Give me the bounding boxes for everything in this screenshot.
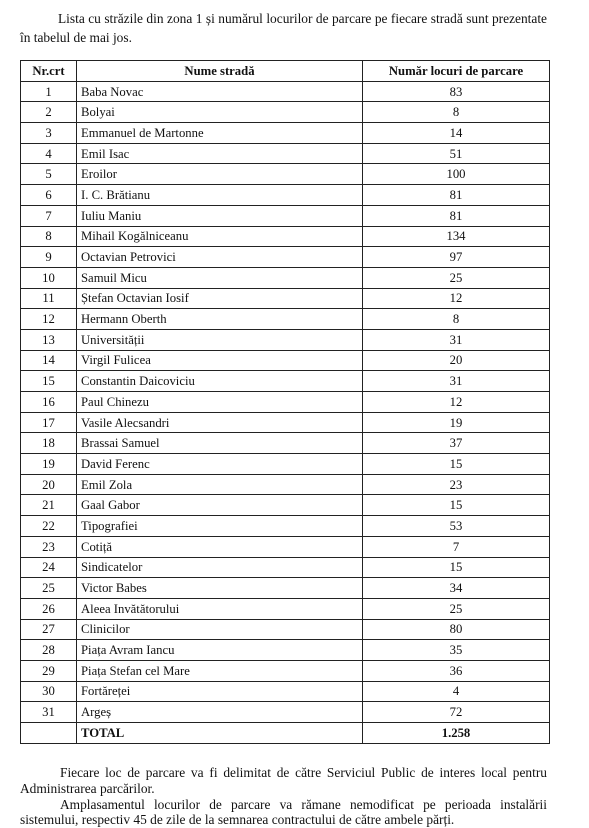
- table-row: [21, 640, 550, 661]
- row-nr: 23: [21, 536, 77, 557]
- row-street-name: I. C. Brătianu: [77, 185, 363, 206]
- intro-paragraph: Lista cu străzile din zona 1 și numărul locurilor de parcare pe fiecare stradă sunt prezentate în tabelul de mai jos.: [20, 11, 547, 45]
- row-parking-count: 72: [363, 702, 550, 723]
- row-parking-count: 35: [363, 640, 550, 661]
- row-nr: 27: [21, 619, 77, 640]
- row-nr: 18: [21, 433, 77, 454]
- header-nr-crt: Nr.crt: [21, 61, 77, 82]
- table-row: [21, 102, 550, 123]
- row-nr: 15: [21, 371, 77, 392]
- header-street-name: Nume stradă: [77, 61, 363, 82]
- row-nr: 5: [21, 164, 77, 185]
- row-nr: 17: [21, 412, 77, 433]
- row-parking-count: 25: [363, 267, 550, 288]
- row-nr: 10: [21, 267, 77, 288]
- row-street-name: Iuliu Maniu: [77, 205, 363, 226]
- row-parking-count: 4: [363, 681, 550, 702]
- row-parking-count: 34: [363, 578, 550, 599]
- row-nr: 12: [21, 309, 77, 330]
- row-street-name: Tipografiei: [77, 516, 363, 537]
- row-street-name: Mihail Kogălniceanu: [77, 226, 363, 247]
- row-parking-count: 12: [363, 392, 550, 413]
- row-parking-count: 15: [363, 454, 550, 475]
- row-nr: 11: [21, 288, 77, 309]
- table-row: [21, 205, 550, 226]
- row-street-name: David Ferenc: [77, 454, 363, 475]
- row-parking-count: 12: [363, 288, 550, 309]
- row-parking-count: 97: [363, 247, 550, 268]
- row-nr: 24: [21, 557, 77, 578]
- row-nr: 29: [21, 660, 77, 681]
- row-street-name: Clinicilor: [77, 619, 363, 640]
- row-street-name: Bolyai: [77, 102, 363, 123]
- table-total-row: [21, 723, 550, 744]
- row-nr: 8: [21, 226, 77, 247]
- parking-table: [20, 60, 550, 744]
- table-row: [21, 578, 550, 599]
- row-street-name: Victor Babes: [77, 578, 363, 599]
- row-street-name: Brassai Samuel: [77, 433, 363, 454]
- row-parking-count: 80: [363, 619, 550, 640]
- row-street-name: Argeș: [77, 702, 363, 723]
- table-row: [21, 329, 550, 350]
- table-row: [21, 371, 550, 392]
- row-street-name: Cotiță: [77, 536, 363, 557]
- row-nr: 7: [21, 205, 77, 226]
- row-street-name: Octavian Petrovici: [77, 247, 363, 268]
- total-label: TOTAL: [77, 723, 363, 744]
- row-street-name: Sindicatelor: [77, 557, 363, 578]
- table-row: [21, 536, 550, 557]
- row-parking-count: 20: [363, 350, 550, 371]
- row-nr: 28: [21, 640, 77, 661]
- row-parking-count: 100: [363, 164, 550, 185]
- table-row: [21, 309, 550, 330]
- row-parking-count: 31: [363, 371, 550, 392]
- total-empty-cell: [21, 723, 77, 744]
- table-row: [21, 660, 550, 681]
- row-nr: 31: [21, 702, 77, 723]
- row-street-name: Universității: [77, 329, 363, 350]
- row-parking-count: 134: [363, 226, 550, 247]
- row-nr: 3: [21, 123, 77, 144]
- footer-paragraph-2: Amplasamentul locurilor de parcare va rămane nemodificat pe perioada instalării sistemului, respectiv 45 de zile de la semnarea contractului de către ambele părți.: [20, 796, 547, 828]
- table-row: [21, 495, 550, 516]
- row-street-name: Ștefan Octavian Iosif: [77, 288, 363, 309]
- row-nr: 30: [21, 681, 77, 702]
- row-parking-count: 15: [363, 557, 550, 578]
- row-nr: 13: [21, 329, 77, 350]
- row-parking-count: 53: [363, 516, 550, 537]
- row-street-name: Hermann Oberth: [77, 309, 363, 330]
- row-nr: 19: [21, 454, 77, 475]
- row-nr: 21: [21, 495, 77, 516]
- row-parking-count: 15: [363, 495, 550, 516]
- row-parking-count: 25: [363, 598, 550, 619]
- table-row: [21, 433, 550, 454]
- row-nr: 16: [21, 392, 77, 413]
- total-value: 1.258: [363, 723, 550, 744]
- row-street-name: Virgil Fulicea: [77, 350, 363, 371]
- row-parking-count: 14: [363, 123, 550, 144]
- table-row: [21, 412, 550, 433]
- row-nr: 26: [21, 598, 77, 619]
- row-parking-count: 23: [363, 474, 550, 495]
- table-row: [21, 123, 550, 144]
- row-street-name: Eroilor: [77, 164, 363, 185]
- row-street-name: Piața Stefan cel Mare: [77, 660, 363, 681]
- table-row: [21, 392, 550, 413]
- row-street-name: Emil Zola: [77, 474, 363, 495]
- row-parking-count: 83: [363, 81, 550, 102]
- row-parking-count: 51: [363, 143, 550, 164]
- table-header-row: [21, 61, 550, 82]
- table-row: [21, 619, 550, 640]
- row-street-name: Fortăreței: [77, 681, 363, 702]
- row-nr: 9: [21, 247, 77, 268]
- table-row: [21, 267, 550, 288]
- row-nr: 20: [21, 474, 77, 495]
- row-nr: 2: [21, 102, 77, 123]
- row-nr: 6: [21, 185, 77, 206]
- row-street-name: Baba Novac: [77, 81, 363, 102]
- table-row: [21, 185, 550, 206]
- footer-text: [20, 765, 547, 828]
- row-nr: 14: [21, 350, 77, 371]
- row-nr: 4: [21, 143, 77, 164]
- row-nr: 1: [21, 81, 77, 102]
- table-row: [21, 143, 550, 164]
- row-nr: 22: [21, 516, 77, 537]
- row-parking-count: 8: [363, 102, 550, 123]
- row-parking-count: 31: [363, 329, 550, 350]
- table-row: [21, 350, 550, 371]
- row-street-name: Piața Avram Iancu: [77, 640, 363, 661]
- footer-paragraph-1: Fiecare loc de parcare va fi delimitat de către Serviciul Public de interes local pentru Administrarea parcărilor.: [20, 765, 547, 796]
- row-street-name: Vasile Alecsandri: [77, 412, 363, 433]
- row-nr: 25: [21, 578, 77, 599]
- row-parking-count: 19: [363, 412, 550, 433]
- row-street-name: Gaal Gabor: [77, 495, 363, 516]
- row-parking-count: 7: [363, 536, 550, 557]
- row-street-name: Emil Isac: [77, 143, 363, 164]
- row-parking-count: 81: [363, 185, 550, 206]
- row-street-name: Emmanuel de Martonne: [77, 123, 363, 144]
- table-row: [21, 247, 550, 268]
- table-row: [21, 702, 550, 723]
- row-parking-count: 37: [363, 433, 550, 454]
- header-parking-count: Număr locuri de parcare: [363, 61, 550, 82]
- table-row: [21, 474, 550, 495]
- row-street-name: Constantin Daicoviciu: [77, 371, 363, 392]
- table-row: [21, 288, 550, 309]
- row-parking-count: 36: [363, 660, 550, 681]
- table-row: [21, 454, 550, 475]
- row-parking-count: 8: [363, 309, 550, 330]
- table-row: [21, 81, 550, 102]
- table-row: [21, 681, 550, 702]
- table-row: [21, 164, 550, 185]
- row-street-name: Paul Chinezu: [77, 392, 363, 413]
- row-street-name: Samuil Micu: [77, 267, 363, 288]
- table-row: [21, 226, 550, 247]
- row-street-name: Aleea Invătătorului: [77, 598, 363, 619]
- table-row: [21, 516, 550, 537]
- table-row: [21, 557, 550, 578]
- table-row: [21, 598, 550, 619]
- row-parking-count: 81: [363, 205, 550, 226]
